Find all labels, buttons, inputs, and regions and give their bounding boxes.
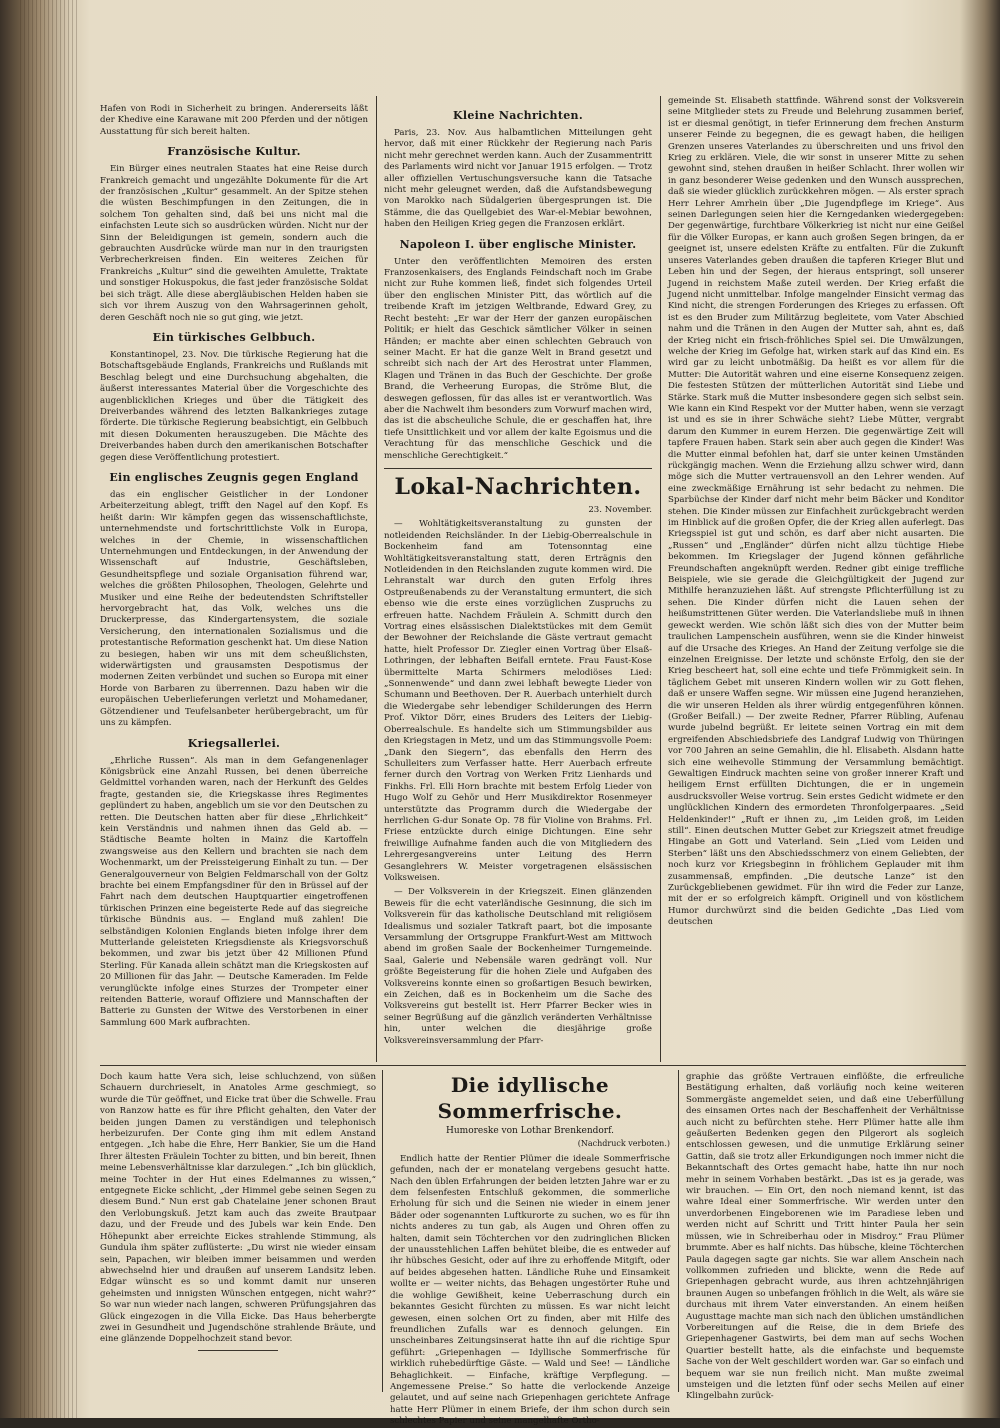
lokal-nachrichten-heading: Lokal-Nachrichten. — [394, 473, 642, 500]
column-rule-1 — [376, 96, 377, 1062]
col2-heading-kleine-nachrichten: Kleine Nachrichten. — [453, 109, 583, 122]
col1-text-gelbbuch: Konstantinopel, 23. Nov. Die türkische Regierung hat die Botschaftsgebäude Englands, Frankreichs und Rußlands mit Beschlag belegt und eine Durchsuchung abgehalten, die äußerst interessantes Material über die Vorgeschichte des augenblicklichen Krieges und über die Tätigkeit des Dreiverbandes während des letzten Balkankrieges zutage förderte. Die türkische Regierung beabsichtigt, ein Gelbbuch mit diesen Dokumenten herauszugeben. Die Mächte des Dreiverbandes haben durch den amerikanischen Botschafter gegen diese Veröffentlichung protestiert. — [100, 349, 368, 463]
feuilleton-reprint-note: (Nachdruck verboten.) — [577, 1139, 670, 1149]
col1-text-zeugnis: das ein englischer Geistlicher in der Londoner Arbeiterzeitung ablegt, trifft den Nagel auf den Kopf. Es heißt darin: Wir kämpfen gegen das wissenschaftlichste, unternehmendste und fortschrittlichste Volk in Europa, welches in der Chemie, in wissenschaftlichen Unternehmungen und Entdeckungen, in der Anwendung der Wissenschaft auf Industrie, Geschäftsleben, Gesundheitspflege und soziale Organisation führend war, welches die größten Philosophen, Theologen, Gelehrte und Musiker und eine Reihe der bedeutendsten Schriftsteller hervorgebracht hat, das Volk, welches uns die Druckerpresse, das Kindergartensystem, die soziale Versicherung, den internationalen Sozialismus und die protestantische Reformation geschenkt hat. Um diese Nation zu besiegen, haben wir uns mit dem scheußlichsten, widerwärtigsten und grausamsten Despotismus der modernen Zeiten verbündet und suchen so Europa mit einer Horde von Barbaren zu überrennen. Dazu haben wir die europäischen Ueberlieferungen verletzt und Mohamedaner, Götzendiener und Teufelsanbeter herübergebracht, um für uns zu kämpfen. — [100, 489, 368, 729]
col2-text-napoleon: Unter den veröffentlichten Memoiren des ersten Franzosenkaisers, des Englands Feindschaft noch im Grabe nicht zur Ruhe kommen ließ, findet sich folgendes Urteil über den englischen Minister Pitt, das wörtlich auf die treibende Kraft im jetzigen Weltbrande, Edward Grey, zu Recht besteht: „Er war der Herr der ganzen europäischen Politik; er hielt das Geschick sämtlicher Völker in seinen Händen; er machte aber einen schlechten Gebrauch von seiner Macht. Er hat die ganze Welt in Brand gesetzt und schreibt sich nach der Art des Herostrat unter Flammen, Klagen und Tränen in das Buch der Geschichte. Der große Brand, die Verheerung Europas, die Ströme Blut, die deswegen geflossen, für das alles ist er verantwortlich. Was aber die Nachwelt ihm besonders zum Vorwurf machen wird, das ist die abscheuliche Schule, die er geschaffen hat, ihre tiefe Unsittlichkeit und vor allem der kalte Egoismus und die Verachtung für das menschliche Geschick und die menschliche Gerechtigkeit.“ — [384, 256, 652, 461]
feuilleton-rule-2 — [678, 1070, 679, 1392]
feuilleton-right-text: graphie das größte Vertrauen einflößte, die erfreuliche Bestätigung erhalten, daß vorläufig noch keine weiteren Sommergäste angemeldet seien, und daß eine Ueberfüllung des einsamen Ortes nach der Beschaffenheit der Verhältnisse auch nicht zu befürchten stehe. Herr Plümer hatte alle ihm geäußerten Bedenken gegen den Pilgerort als sogleich entschlossen gewesen, und die unmutige Erklärung seiner Gattin, daß sie trotz aller Erkundigungen noch immer nicht die Bekanntschaft des Ortes gemacht habe, hatte ihn nur noch mehr in seinem Vorhaben bestärkt. „Das ist es ja gerade, was wir brauchen. — Ein Ort, den noch niemand kennt, ist das wahre Ideal einer Sommerfrische. Wir werden unter den unverdorbenen Eingeborenen wie im Paradiese leben und werden nicht auf Schritt und Tritt hinter Paula her sein müssen, wie in Schreiberhau oder in Misdroy.“ Frau Plümer brummte. Aber es half nichts. Das hübsche, kleine Töchterchen Paula dagegen sagte gar nichts. Sie war allem Anschein nach vollkommen zufrieden und blickte, wenn die Rede auf Griepenhagen gebracht wurde, aus ihren achtzehnjährigen braunen Augen so unbefangen fröhlich in die Welt, als wäre sie durchaus mit ihrem Vater einverstanden. An einem heißen Augusttage machte man sich nach den üblichen umständlichen Vorbereitungen auf die Reise, die in dem Briefe des Griepenhagener Gastwirts, bei dem man auf sechs Wochen Quartier bestellt hatte, als die einfachste und bequemste Sache von der Welt geschildert worden war. Gar so einfach und bequem war sie nun freilich nicht. Man mußte zweimal umsteigen und die letzten fünf oder sechs Meilen auf einer Klingelbahn zurück- — [686, 1072, 964, 1402]
col1-heading-gelbbuch: Ein türkisches Gelbbuch. — [152, 330, 316, 344]
col2-text-kleine-nachrichten: Paris, 23. Nov. Aus halbamtlichen Mitteilungen geht hervor, daß mit einer Rückkehr der Regierung nach Paris nicht mehr gerechnet werden kann. Auch der Zusammentritt des Parlaments wird nicht vor Januar 1915 erfolgen. — Trotz aller offiziellen Vertuschungsversuche kann die Tatsache nicht mehr geleugnet werden, daß die Aufstandsbewegung von Marokko nach Südalgerien übergesprungen ist. Die Stämme, die das Quellgebiet des War-el-Mebiar bewohnen, haben den Heiligen Krieg gegen die Franzosen erklärt. — [384, 128, 652, 230]
feuilleton-rule-1 — [382, 1070, 383, 1392]
column-rule-2 — [660, 96, 661, 1062]
feuilleton-middle-text: Endlich hatte der Rentier Plümer die ideale Sommerfrische gefunden, nach der er monatelang vergebens gesucht hatte. Nach den üblen Erfahrungen der beiden letzten Jahre war er zu dem felsenfesten Entschluß gekommen, die sommerliche Erholung für sich und die Seinen nie wieder in einem jener Bäder oder sogenannten Luftkurorte zu suchen, wo es für ihn nichts anderes zu tun gab, als Augen und Ohren offen zu halten, damit sein Töchterchen vor den zudringlichen Blicken der unausstehlichen Laffen behütet bleibe, die es entweder auf ihr hübsches Gesicht, oder auf ihre zu erhoffende Mitgift, oder auf beides abgesehen hatten. Ländliche Ruhe und Einsamkeit wollte er — weiter nichts, das Behagen ungestörter Ruhe und die wohlige Gewißheit, keine Ueberraschung durch ein bekanntes Gesicht fürchten zu müssen. Es war nicht leicht gewesen, einen solchen Ort zu finden, aber mit Hilfe des freundlichen Zufalls war es dennoch gelungen. Ein unscheinbares Zeitungsinserat hatte ihn auf die richtige Spur geführt: „Griepenhagen — Idyllische Sommerfrische für wirklich ruhebedürftige Gäste. — Wald und See! — Ländliche Behaglichkeit. — Einfache, kräftige Verpflegung. — Angemessene Preise.“ So hatte die verlockende Anzeige gelautet, und auf seine nach Griepenhagen gerichtete Anfrage hatte Herr Plümer in einem Briefe, der ihm schon durch sein schlechtes Papier und seine mangelhafte Ortho- — [390, 1153, 670, 1427]
column-3 — [668, 96, 964, 1062]
feuilleton-middle-column — [390, 1070, 670, 1427]
col2-heading-napoleon: Napoleon I. über englische Minister. — [399, 237, 637, 251]
newspaper-page — [92, 72, 974, 1427]
col1-intro: Hafen von Rodi in Sicherheit zu bringen. Andererseits läßt der Khedive eine Karawane mit 200 Pferden und der nötigen Ausstattung für sich bereit halten. — [100, 104, 368, 137]
col1-heading-kultur: Französische Kultur. — [167, 145, 301, 159]
feuilleton-title: Die idyllische Sommerfrische. — [437, 1073, 623, 1123]
column-2 — [384, 102, 652, 1062]
col2-section-rule — [384, 468, 652, 469]
col1-heading-zeugnis: Ein englisches Zeugnis gegen England — [109, 470, 359, 484]
feuilleton-left-text: Doch kaum hatte Vera sich, leise schluchzend, von süßen Schauern durchrieselt, in Anatoles Arme geschmiegt, so wurde die Tür geöffnet, und Eicke trat über die Schwelle. Frau von Ranzow hatte es für ihre Pflicht gehalten, den Vater der beiden jungen Damen zu verständigen und telephonisch herbeizurufen. Der Conte ging ihm mit edlem Anstand entgegen. „Ich habe die Ehre, Herr Bankier, Sie um die Hand Ihrer ältesten Fräulein Tochter zu bitten, und bin bereit, Ihnen meine Lebensverhältnisse klar darzulegen.“ „Ich bin glücklich, meine Tochter in der Hut eines Edelmannes zu wissen,“ entgegnete Eicke schlicht, „der Himmel gebe seinen Segen zu diesem Bund.“ Nun erst gab Chatelaine jener schonen Braut den Verlobungskuß. Jetzt kam auch das zweite Brautpaar dazu, und der Freude und des Jubels war kein Ende. Den Höhepunkt aber erreichte Eickes strahlende Stimmung, als Gundula ihm später zuflüsterte: „Du wirst nie wieder einsam sein, Papachen, wir bleiben immer beisammen und werden abwechselnd hier und draußen auf unserem Landsitz leben. Edgar wünscht es so und kommt damit nur unseren geheimsten und innigsten Wünschen entgegen, nicht wahr?“ So war nun wieder nach langen, schweren Prüfungsjahren das Glück eingezogen in die Villa Eicke. Das Haus beherbergte zwei in Gesundheit und Jugendschöne strahlende Bräute, und eine glänzende Doppelhochzeit stand bevor. — [100, 1072, 376, 1345]
col1-text-kriegsallerlei: „Ehrliche Russen“. Als man in dem Gefangenenlager Königsbrück eine Anzahl Russen, bei denen überreiche Geldmittel vorhanden waren, nach der Herkunft des Geldes fragte, gestanden sie, die Kriegskasse ihres Regimentes geplündert zu haben, angeblich um sie vor den Deutschen zu retten. Die Deutschen hatten aber für diese „Ehrlichkeit“ kein Verständnis und nahmen ihnen das Geld ab. — Städtische Beamte holten in Mainz die Kartoffeln zwangsweise aus den Kellern und brachten sie nach dem Wochenmarkt, um der Preissteigerung Einhalt zu tun. — Der Generalgouverneur von Belgien Feldmarschall von der Goltz brachte bei einem Empfangsdiner für den in Brüssel auf der Fahrt nach dem deutschen Hauptquartier eingetroffenen türkischen Prinzen eine begeisterte Rede auf das siegreiche türkische Bündnis aus. — England muß zahlen! Die selbständigen Kolonien Englands bieten infolge ihrer dem Mutterlande geleisteten Kriegsdienste als Kriegsvorschuß bekommen, und zwar bis jetzt über 42 Millionen Pfund Sterling. Für Kanada allein schätzt man die Kriegskosten auf 20 Millionen für das Jahr. — Deutsche Kameraden. Im Felde verunglückte infolge eines Sturzes der Trompeter einer reitenden Batterie, worauf Offiziere und Mannschaften der Batterie zu Gunsten der Witwe des Verstorbenen in einer Sammlung 600 Mark aufbrachten. — [100, 755, 368, 1028]
lokal-text-wohltaetigkeit: — Wohltätigkeitsveranstaltung zu gunsten der notleidenden Reichsländer. In der Liebig-Oberrealschule in Bockenheim fand am Totensonntag eine Wohltätigkeitsveranstaltung statt, deren Erträgnis den Notleidenden in den Reichslanden zugute kommen wird. Die Lehranstalt war durch den guten Erfolg ihres Ostpreußenabends zu der Veranstaltung ermuntert, die sich ebenso wie die erste eines vorzüglichen Zuspruchs zu erfreuen hatte. Nachdem Fräulein A. Schmitt durch den Vortrag eines elsässischen Dialektstückes mit dem Gemüt der Bewohner der Reichslande die Gäste vertraut gemacht hatte, hielt Professor Dr. Ziegler einen Vortrag über Elsaß-Lothringen, der lebhaften Beifall erntete. Frau Faust-Kose übermittelte Marta Schirmers melodiöses Lied: „Sonnenwende“ und dann zwei lebhaft bewegte Lieder von Schumann und Beethoven. Der R. Auerbach unterhielt durch die Wiedergabe sehr lebendiger Schilderungen des Herrn Prof. Viktor Dörr, eines Bruders des Leiters der Liebig-Oberrealschule. Es handelte sich um Stimmungsbilder aus den Kriegstagen in Metz, und um das Stimmungsvolle Poem: „Dank den Siegern“, das ebenfalls den Herrn des Schulleiters zum Verfasser hatte. Herr Auerbach erfreute ferner durch den Vortrag von Werken Fritz Lienhards und Finkhs. Frl. Elli Horn brachte mit bestem Erfolg Lieder von Hugo Wolf zu Gehör und Herr Musikdirektor Rosenmeyer unterstützte das Programm durch die Wiedergabe der herrlichen G-dur Sonate Op. 78 für Violine von Brahms. Frl. Friese entzückte durch einige Dichtungen. Eine sehr freiwillige Aufnahme fanden auch die von Mitgliedern des Lehrergesangvereins unter Leitung des Herrn Gesanglehrers W. Meister vorgetragenen elsässischen Volksweisen. — [384, 519, 652, 883]
lokal-date: 23. November. — [588, 504, 652, 515]
col1-heading-kriegsallerlei: Kriegsallerlei. — [187, 736, 281, 750]
column-1 — [100, 104, 368, 1062]
feuilleton-right-column — [686, 1072, 964, 1402]
feuilleton-author: Humoreske von Lothar Brenkendorf. — [446, 1126, 614, 1136]
feuilleton-divider — [100, 1065, 966, 1066]
feuilleton-left-column — [100, 1072, 376, 1394]
col3-text-volksverein-cont: gemeinde St. Elisabeth stattfinde. Während sonst der Volksverein seine Mitglieder stets zu Freude und Belehrung zusammen berief, ist er diesmal genötigt, in tiefer Erinnerung dem frechen Ansturm unserer Feinde zu begegnen, die es gewagt haben, die heiligen Grenzen unseres Vaterlandes zu überschreiten und uns frivol den Krieg zu erklären. Viele, die wir sonst in unserer Mitte zu sehen gewohnt sind, stehen draußen in heißer Schlacht. Ihrer wollen wir in ganz besonderer Weise gedenken und den Wunsch aussprechen, daß sie wieder glücklich zurückkehren mögen. — Als erster sprach Herr Lehrer Amrhein über „Die Jugendpflege im Kriege“. Aus seinen Darlegungen seien hier die Kerngedanken wiedergegeben: Der gegenwärtige, furchtbare Völkerkrieg ist nicht nur eine Geißel für die Völker Europas, er kann auch großen Segen bringen, da er geeignet ist, unsere edelsten Kräfte zu entfalten. Für die Zukunft unseres Vaterlandes geben draußen die tapferen Krieger Blut und Leben hin und der Segen, der hieraus entspringt, soll unserer Jugend in reichstem Maße zuteil werden. Der Krieg erfaßt die Jugend nicht unmittelbar. Infolge mangelnder Einsicht vermag das Kind nicht, die strengen Forderungen des Krieges zu erfassen. Oft ist es den Bruder zum Militärzug begleitete, vom Vater Abschied nahm und die Tränen in den Augen der Mutter sah, ahnt es, daß der Krieg nicht ein frisch-fröhliches Spiel sei. Die Umwälzungen, welche der Krieg im Gefolge hat, wirken stark auf das Kind ein. Es wird gar zu leicht unbotmäßig. Da heißt es vor allem für die Mutter: Die Autorität wahren und eine eiserne Konsequenz zeigen. Die festesten Stützen der mütterlichen Autorität sind Liebe und Stärke. Stark muß die Mutter insbesondere gegen sich selbst sein. Wie kann ein Kind Respekt vor der Mutter haben, wenn sie verzagt ist und es sie in ihrer Schwäche sieht? Liebe Mütter, vergrabt darum den Kummer in eurem Herzen. Die gegenwärtige Zeit will tapfere Frauen haben. Stark sein aber auch gegen die Kinder! Was die Mutter einmal befohlen hat, darf sie unter keinen Umständen rückgängig machen. Wenn die Erziehung allzu schwer wird, dann möge sich die Mutter vertrauensvoll an den Lehrer wenden. Auf eine zweckmäßige Ernährung ist sehr bedacht zu nehmen. Die Sparbüchse der Kinder darf nicht mehr beim Bäcker und Konditor stehen. Die Kinder müssen zur Einfachheit zurückgebracht werden im Hinblick auf die großen Opfer, die der Krieg allen auferlegt. Das Kriegsspiel ist gut und schön, es darf aber nicht ausarten. Die „Russen“ und „Engländer“ dürfen nicht allzu tüchtige Hiebe bekommen. Im Kriegslager der Jugend können gefährliche Freundschaften angeknüpft werden. Redner gibt einige treffliche Beispiele, wie sie gerade die Gleichgültigkeit der Jugend zur Mithilfe heranzuziehen läßt. Auf strengste Pflichterfüllung ist zu sehen. Die Kinder dürfen nicht die Lauen sehen der heißumstrittenen Güter werden. Die Vaterlandsliebe muß in ihnen geweckt werden. Wie schön läßt sich dies von der Mutter beim traulichen Lampenschein ausführen, wenn sie die Kinder hinweist auf die Ursache des Krieges. An Hand der Zeitung verfolge sie die einzelnen Ereignisse. Der letzte und schönste Erfolg, den sie der Krieg bescheert hat, soll eine echte und tiefe Frömmigkeit sein. In täglichem Gebet mit unseren Kindern wollen wir zu Gott flehen, daß er unsere Waffen segne. Wir müssen eine Jugend heranziehen, die wir unseren Helden als ihrer würdig entgegenführen können. (Großer Beifall.) — Der zweite Redner, Pfarrer Rübling, Aufenau wurde jubelnd begrüßt. Er leitete seinen Vortrag ein mit dem ergreifenden Abschiedsbriefe des Landgraf Ludwig von Thüringen vor 700 Jahren an seine Gemahlin, die hl. Elisabeth. Alsdann hatte sich eine weihevolle Stimmung der Versammlung bemächtigt. Gewaltigen Eindruck machten seine von großer innerer Kraft und heiligem Ernst erfüllten Dichtungen, die er in ungemein ausdrucksvoller Weise vortrug. Sein erstes Gedicht widmete er den unglücklichen Kindern des ermordeten Thronfolgerpaares. „Seid Heldenkinder!“ „Ruft er ihnen zu, „im Leiden groß, im Leiden still“. Einen deutschen Mutter Gebet zur Kriegszeit atmet freudige Hingabe an Gott und Vaterland. Sein „Lied vom Leiden und Sterben“ läßt uns den Abschiedsschmerz von einem Geliebten, der noch kurz vor Kriegsbeginn in fröhlichem Geplauder mit ihm zusammensaß, empfinden. „Die deutsche Lanze“ ist den Zurückgebliebenen gewidmet. Für ihn wird die Feder zur Lanze, mit der er so erfolgreich kämpft. Originell und von köstlichem Humor durchwürzt sind die beiden Gedichte „Das Lied vom deutschen — [668, 96, 964, 928]
lokal-text-volksverein: — Der Volksverein in der Kriegszeit. Einen glänzenden Beweis für die echt vaterländische Gesinnung, die sich im Volksverein für das katholische Deutschland mit religiösem Idealismus und sozialer Tatkraft paart, bot die imposante Versammlung der Ortsgruppe Frankfurt-West am Mittwoch abend im großen Saale der Bockenheimer Turngemeinde. Saal, Galerie und Nebensäle waren gedrängt voll. Nur größte Begeisterung für die hohen Ziele und Aufgaben des Volksvereins konnte einen so großartigen Besuch bewirken, ein Zeichen, daß es in Bockenheim um die Sache des Volksvereins gut bestellt ist. Herr Pfarrer Becker wies in seiner Begrüßung auf die gänzlich veränderten Verhältnisse hin, unter welchen die diesjährige große Volksvereinsversammlung der Pfarr- — [384, 887, 652, 1046]
page-edge — [20, 0, 80, 1418]
end-rule — [198, 1350, 278, 1351]
col1-text-kultur: Ein Bürger eines neutralen Staates hat eine Reise durch Frankreich gemacht und ungezählte Dokumente für die Art der französischen „Kultur“ gesammelt. An der Spitze stehen die wüsten Beschimpfungen in den Zeitungen, die in solchem Ton gehalten sind, daß bei uns nicht mal die einfachsten Leute sich so ausdrücken würden. Nicht nur der Sinn der Beleidigungen ist gemein, sondern auch die gebrauchten Ausdrücke würde man nur in den traurigsten Verbrecherkreisen finden. Ein weiteres Zeichen für Frankreichs „Kultur“ sind die geweihten Amulette, Traktate und sonstiger Hokuspokus, die fast jeder französische Soldat bei sich trägt. Alle diese abergläubischen Helden haben sie sich vor ihrem Auszug von den Wahrsagerinnen geholt, deren Geschäft noch nie so gut ging, wie jetzt. — [100, 164, 368, 323]
